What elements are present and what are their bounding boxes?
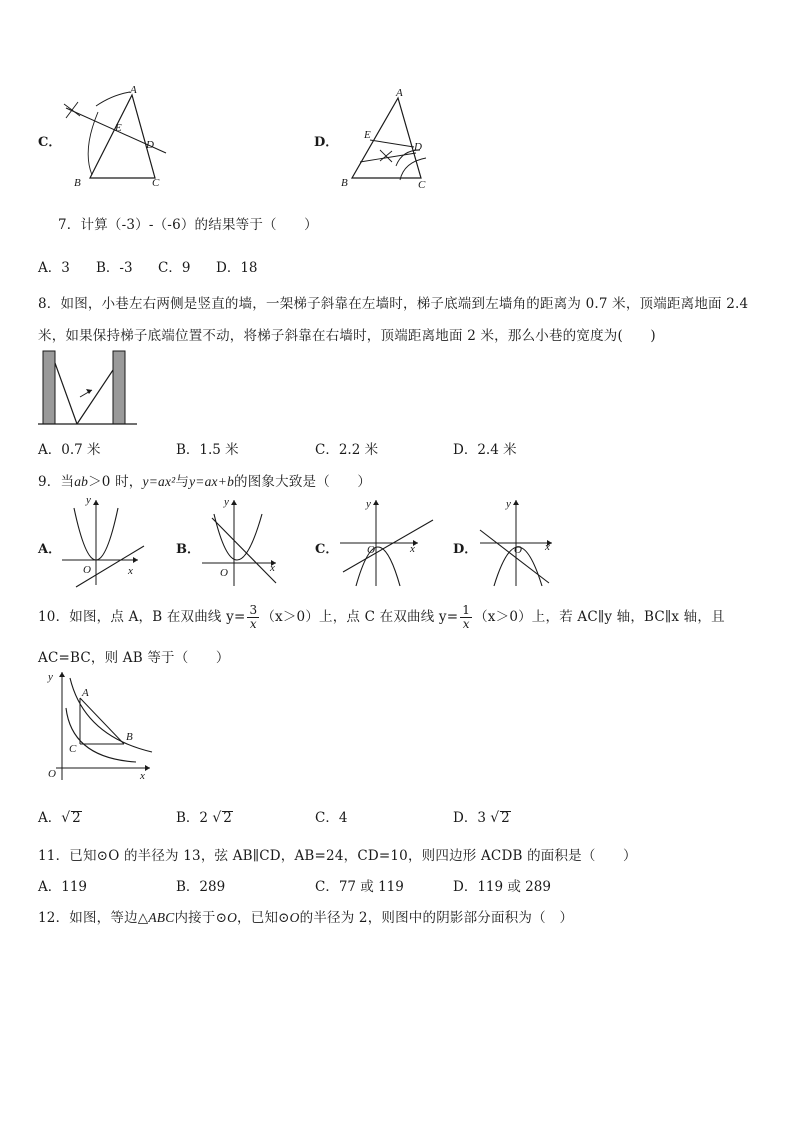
q10-option-c bbox=[315, 806, 347, 826]
q12-part4: 的半径为 2，则图中的阴影部分面积为（ ） bbox=[299, 910, 574, 926]
q9-option-b-label: B． bbox=[176, 542, 200, 557]
q10-option-a bbox=[38, 806, 82, 826]
q10-frac1-den: x bbox=[249, 617, 257, 631]
q9-condition: ab bbox=[74, 474, 89, 489]
q11-option-d: D．119 或 289 bbox=[453, 879, 551, 895]
q10-fraction-1-over-x bbox=[460, 604, 472, 631]
q10-frac2-den: x bbox=[462, 617, 470, 631]
q10-option-b bbox=[176, 806, 233, 826]
q10-part2: （x＞0）上，点 C 在双曲线 y= bbox=[261, 609, 459, 625]
q9c-origin: O bbox=[367, 544, 375, 556]
q12-part1: 12．如图，等边 bbox=[38, 910, 138, 926]
q8-option-a: A．0.7 米 bbox=[38, 442, 101, 458]
q9-stem bbox=[38, 470, 371, 490]
q10-hyperbola-figure bbox=[40, 666, 158, 786]
q8-alley-figure bbox=[38, 347, 138, 427]
q9-graph-c bbox=[336, 496, 436, 588]
q9-condition-rest: ＞0 时， bbox=[88, 474, 143, 490]
q9-option-a-label: A． bbox=[38, 542, 62, 557]
q7-option-a: A．3 bbox=[38, 260, 70, 276]
q10-label-b: B bbox=[126, 731, 133, 743]
q10-option-c-value: 4 bbox=[338, 810, 348, 826]
sqrt-sign-icon: √ bbox=[490, 810, 500, 826]
q7-stem: 7．计算（-3）-（-6）的结果等于（ ） bbox=[58, 217, 318, 233]
q9d-origin: O bbox=[514, 544, 522, 556]
q10-option-a-radicand: 2 bbox=[72, 810, 81, 826]
q10-fraction-3-over-x bbox=[247, 604, 259, 631]
q6d-label-a: A bbox=[396, 87, 403, 99]
q10-part1: 10．如图，点 A，B 在双曲线 y= bbox=[38, 609, 246, 625]
sqrt-sign-icon: √ bbox=[61, 810, 71, 826]
q11-option-a: A．119 bbox=[38, 879, 88, 895]
q12-part2: 内接于 bbox=[174, 910, 216, 926]
q10-stem-line2: AC=BC，则 AB 等于（ ） bbox=[38, 650, 230, 666]
q6-option-d-label: D． bbox=[314, 135, 339, 150]
q9d-axis-y: y bbox=[506, 498, 511, 510]
q12-triangle: △ABC bbox=[137, 910, 175, 925]
q9-prefix: 9．当 bbox=[38, 474, 75, 490]
q12-circle-1: ⊙O bbox=[215, 910, 238, 925]
q10-axis-x: x bbox=[140, 770, 145, 782]
q9-suffix: 的图象大致是（ ） bbox=[234, 474, 372, 490]
q10-part3: （x＞0）上，若 AC∥y 轴，BC∥x 轴，且 bbox=[474, 609, 725, 625]
q10-axis-y: y bbox=[48, 671, 53, 683]
q10-option-d-label: D． bbox=[453, 810, 478, 826]
q10-option-d bbox=[453, 806, 511, 826]
q9-mid: 与 bbox=[175, 474, 190, 490]
q7-option-c: C．9 bbox=[158, 260, 191, 276]
q10-frac2-num: 1 bbox=[462, 603, 471, 617]
q8-option-c: C．2.2 米 bbox=[315, 442, 379, 458]
q6d-label-d: D bbox=[414, 141, 422, 153]
q10-label-c: C bbox=[69, 743, 77, 755]
q10-frac1-num: 3 bbox=[249, 603, 258, 617]
q9b-origin: O bbox=[220, 567, 228, 579]
q9-graph-d bbox=[476, 496, 556, 588]
q10-option-b-label: B． bbox=[176, 810, 200, 826]
q11-stem: 11．已知⊙O 的半径为 13，弦 AB∥CD，AB=24，CD=10，则四边形 ACDB 的面积是（ ） bbox=[38, 848, 637, 864]
q6c-label-a: A bbox=[130, 84, 137, 96]
q7-option-d: D．18 bbox=[216, 260, 258, 276]
q12-stem bbox=[38, 906, 573, 926]
q12-circle-2: ⊙O bbox=[278, 910, 300, 925]
q9a-axis-y: y bbox=[86, 494, 91, 506]
q9b-axis-y: y bbox=[224, 496, 229, 508]
q9-linear: y=ax+b bbox=[189, 474, 235, 489]
q9-quadratic: y=ax² bbox=[142, 474, 176, 489]
q8-stem-line1: 8．如图，小巷左右两侧是竖直的墙，一架梯子斜靠在左墙时，梯子底端到左墙角的距离为 0.7 米，顶端距离地面 2.4 bbox=[38, 296, 749, 312]
q10-option-b-radicand: 2 bbox=[223, 810, 232, 826]
q8-option-d: D．2.4 米 bbox=[453, 442, 517, 458]
q9b-axis-x: x bbox=[270, 562, 275, 574]
q10-origin: O bbox=[48, 768, 56, 780]
q9-option-c-label: C． bbox=[315, 542, 339, 557]
q6c-label-c: C bbox=[152, 177, 160, 189]
q6d-label-c: C bbox=[418, 179, 426, 191]
q12-part3: ，已知 bbox=[237, 910, 279, 926]
q6-option-c-label: C． bbox=[38, 135, 62, 150]
q9-option-d-label: D． bbox=[453, 542, 478, 557]
q6d-label-e: E bbox=[364, 129, 371, 141]
q8-option-b: B．1.5 米 bbox=[176, 442, 239, 458]
q6c-label-d: D bbox=[146, 139, 154, 151]
q6c-label-b: B bbox=[74, 177, 81, 189]
q6c-label-e: E bbox=[115, 122, 122, 134]
q11-option-c: C．77 或 119 bbox=[315, 879, 404, 895]
q10-option-d-coef: 3 bbox=[477, 810, 486, 826]
q9a-origin: O bbox=[83, 564, 91, 576]
sqrt-sign-icon: √ bbox=[212, 810, 222, 826]
q6-figure-d bbox=[340, 84, 435, 194]
q9c-axis-x: x bbox=[410, 543, 415, 555]
q10-option-d-radicand: 2 bbox=[501, 810, 510, 826]
q10-label-a: A bbox=[82, 687, 89, 699]
q9-graph-b bbox=[200, 496, 285, 588]
q11-option-b: B．289 bbox=[176, 879, 226, 895]
q9c-axis-y: y bbox=[366, 498, 371, 510]
q7-option-b: B．-3 bbox=[96, 260, 133, 276]
q10-stem-line1 bbox=[38, 604, 725, 631]
q6d-label-b: B bbox=[341, 177, 348, 189]
q10-option-b-coef: 2 bbox=[199, 810, 209, 826]
q10-option-a-label: A． bbox=[38, 810, 62, 826]
q10-option-c-label: C． bbox=[315, 810, 339, 826]
q9-graph-a bbox=[60, 496, 150, 588]
q6-figure-c bbox=[58, 82, 178, 192]
q9a-axis-x: x bbox=[128, 565, 133, 577]
q8-stem-line2: 米，如果保持梯子底端位置不动，将梯子斜靠在右墙时，顶端距离地面 2 米，那么小巷的宽度为( ) bbox=[38, 328, 656, 344]
q9d-axis-x: x bbox=[545, 541, 550, 553]
